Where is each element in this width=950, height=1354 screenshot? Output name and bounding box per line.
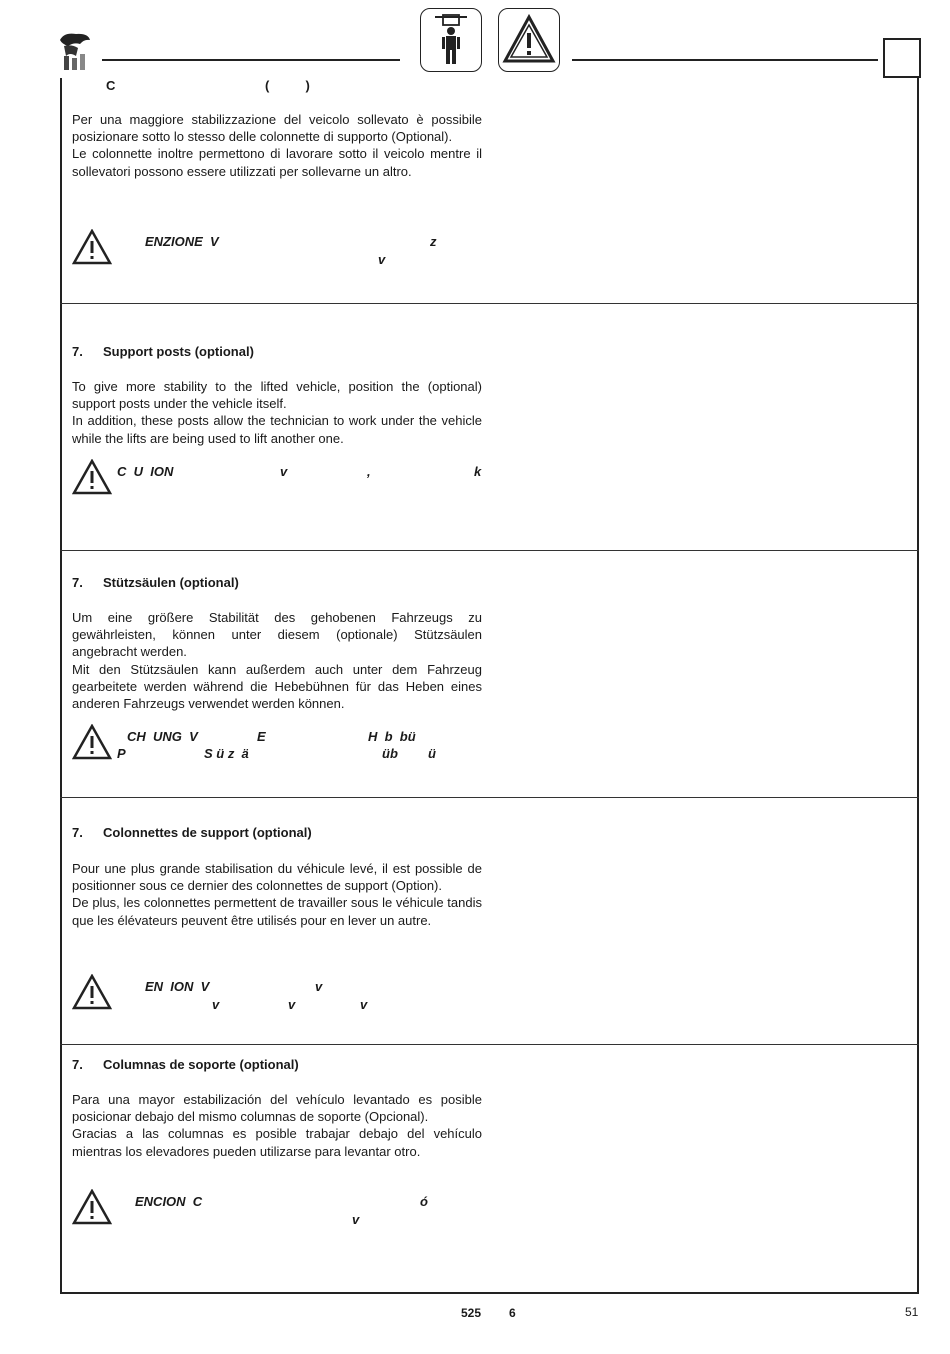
section-title-de [72, 575, 239, 590]
section-title-en [72, 344, 254, 359]
language-box [883, 38, 921, 78]
person-under-lift-icon [420, 8, 482, 72]
warning-text: P [117, 746, 126, 761]
warning-text: v [212, 997, 220, 1012]
frame-right [917, 78, 919, 1294]
warning-text: ó [420, 1194, 428, 1209]
warning-text: H b bü [368, 729, 416, 744]
warning-text: C U ION [117, 464, 174, 479]
paragraph: Um eine größere Stabilität des gehobenen Fahrzeugs zu gewährleisten, können unter diesem (optionale) Stützsäulen angebracht werden. [72, 610, 482, 660]
warning-text: k [474, 464, 482, 479]
warning-text: v [378, 252, 386, 267]
paragraph: To give more stability to the lifted vehicle, position the (optional) support posts under the vehicle itself. [72, 379, 482, 412]
section-divider [60, 797, 919, 798]
section-heading-it: ( ) [265, 78, 310, 93]
section-divider [60, 550, 919, 551]
warning-text: , [367, 464, 371, 479]
warning-icon [72, 974, 112, 1010]
section-number-de: 7. [72, 575, 83, 590]
paragraph: Mit den Stützsäulen kann außerdem auch unter dem Fahrzeug gearbeitete werden während die Hebebühnen für das Heben eines anderen Fahrzeugs verwendet werden können. [72, 661, 482, 712]
warning-text: üb [382, 746, 398, 761]
section-body-fr [72, 860, 482, 929]
warning-text: ENCION C [135, 1194, 203, 1209]
warning-text: z [430, 234, 437, 249]
section-body-en [72, 378, 482, 447]
paragraph: Le colonnette inoltre permettono di lavorare sotto il veicolo mentre il sollevatori possono essere utilizzati per sollevarne un altro. [72, 146, 482, 179]
page-number: 51 [905, 1305, 919, 1319]
warning-icon [72, 459, 112, 495]
footer-model-suffix: 6 [509, 1306, 516, 1320]
frame-bottom [60, 1292, 919, 1294]
warning-text: v [352, 1212, 360, 1227]
section-divider [60, 303, 919, 304]
section-number-it: C [106, 78, 116, 93]
warning-triangle-icon [498, 8, 560, 72]
warning-text: v [280, 464, 288, 479]
warning-icon [72, 229, 112, 265]
section-title-it [106, 78, 310, 93]
paragraph: Per una maggiore stabilizzazione del veicolo sollevato è possibile posizionare sotto lo stesso delle colonnette di supporto (Optional). [72, 112, 482, 145]
warning-text: v [288, 997, 296, 1012]
footer-model: 525 [461, 1306, 482, 1320]
section-heading-en: Support posts (optional) [103, 344, 254, 359]
warning-text: v [360, 997, 368, 1012]
header-rule-left [102, 59, 400, 61]
paragraph: De plus, les colonnettes permettent de travailler sous le véhicule tandis que les élévateurs peuvent être utilisés pour en lever un autre. [72, 895, 482, 928]
frame-left [60, 78, 62, 1294]
section-number-es: 7. [72, 1057, 83, 1072]
section-body-it [72, 111, 482, 180]
section-body-es [72, 1091, 482, 1160]
paragraph: In addition, these posts allow the technician to work under the vehicle while the lifts are being used to lift another one. [72, 413, 482, 446]
section-divider [60, 1044, 919, 1045]
section-body-de [72, 609, 482, 712]
warning-text: EN ION V [145, 979, 210, 994]
brand-logo-icon [54, 30, 94, 74]
header-rule-right [572, 59, 878, 61]
section-heading-fr: Colonnettes de support (optional) [103, 825, 312, 840]
warning-text: ENZIONE V [145, 234, 219, 249]
section-number-en: 7. [72, 344, 83, 359]
section-title-fr [72, 825, 312, 840]
warning-text: CH UNG V [127, 729, 198, 744]
warning-text: v [315, 979, 323, 994]
warning-text: S ü z ä [204, 746, 249, 761]
warning-icon [72, 1189, 112, 1225]
section-number-fr: 7. [72, 825, 83, 840]
warning-text: E [257, 729, 266, 744]
warning-text: ü [428, 746, 436, 761]
section-heading-de: Stützsäulen (optional) [103, 575, 239, 590]
section-heading-es: Columnas de soporte (optional) [103, 1057, 299, 1072]
section-title-es [72, 1057, 299, 1072]
warning-icon [72, 724, 112, 760]
paragraph: Para una mayor estabilización del vehículo levantado es posible posicionar debajo del mismo columnas de soporte (Opcional). [72, 1092, 482, 1125]
paragraph: Gracias a las columnas es posible trabajar debajo del vehículo mientras los elevadores pueden utilizarse para levantar otro. [72, 1126, 482, 1159]
paragraph: Pour une plus grande stabilisation du véhicule levé, il est possible de positionner sous ce dernier des colonnettes de support (Option). [72, 861, 482, 894]
